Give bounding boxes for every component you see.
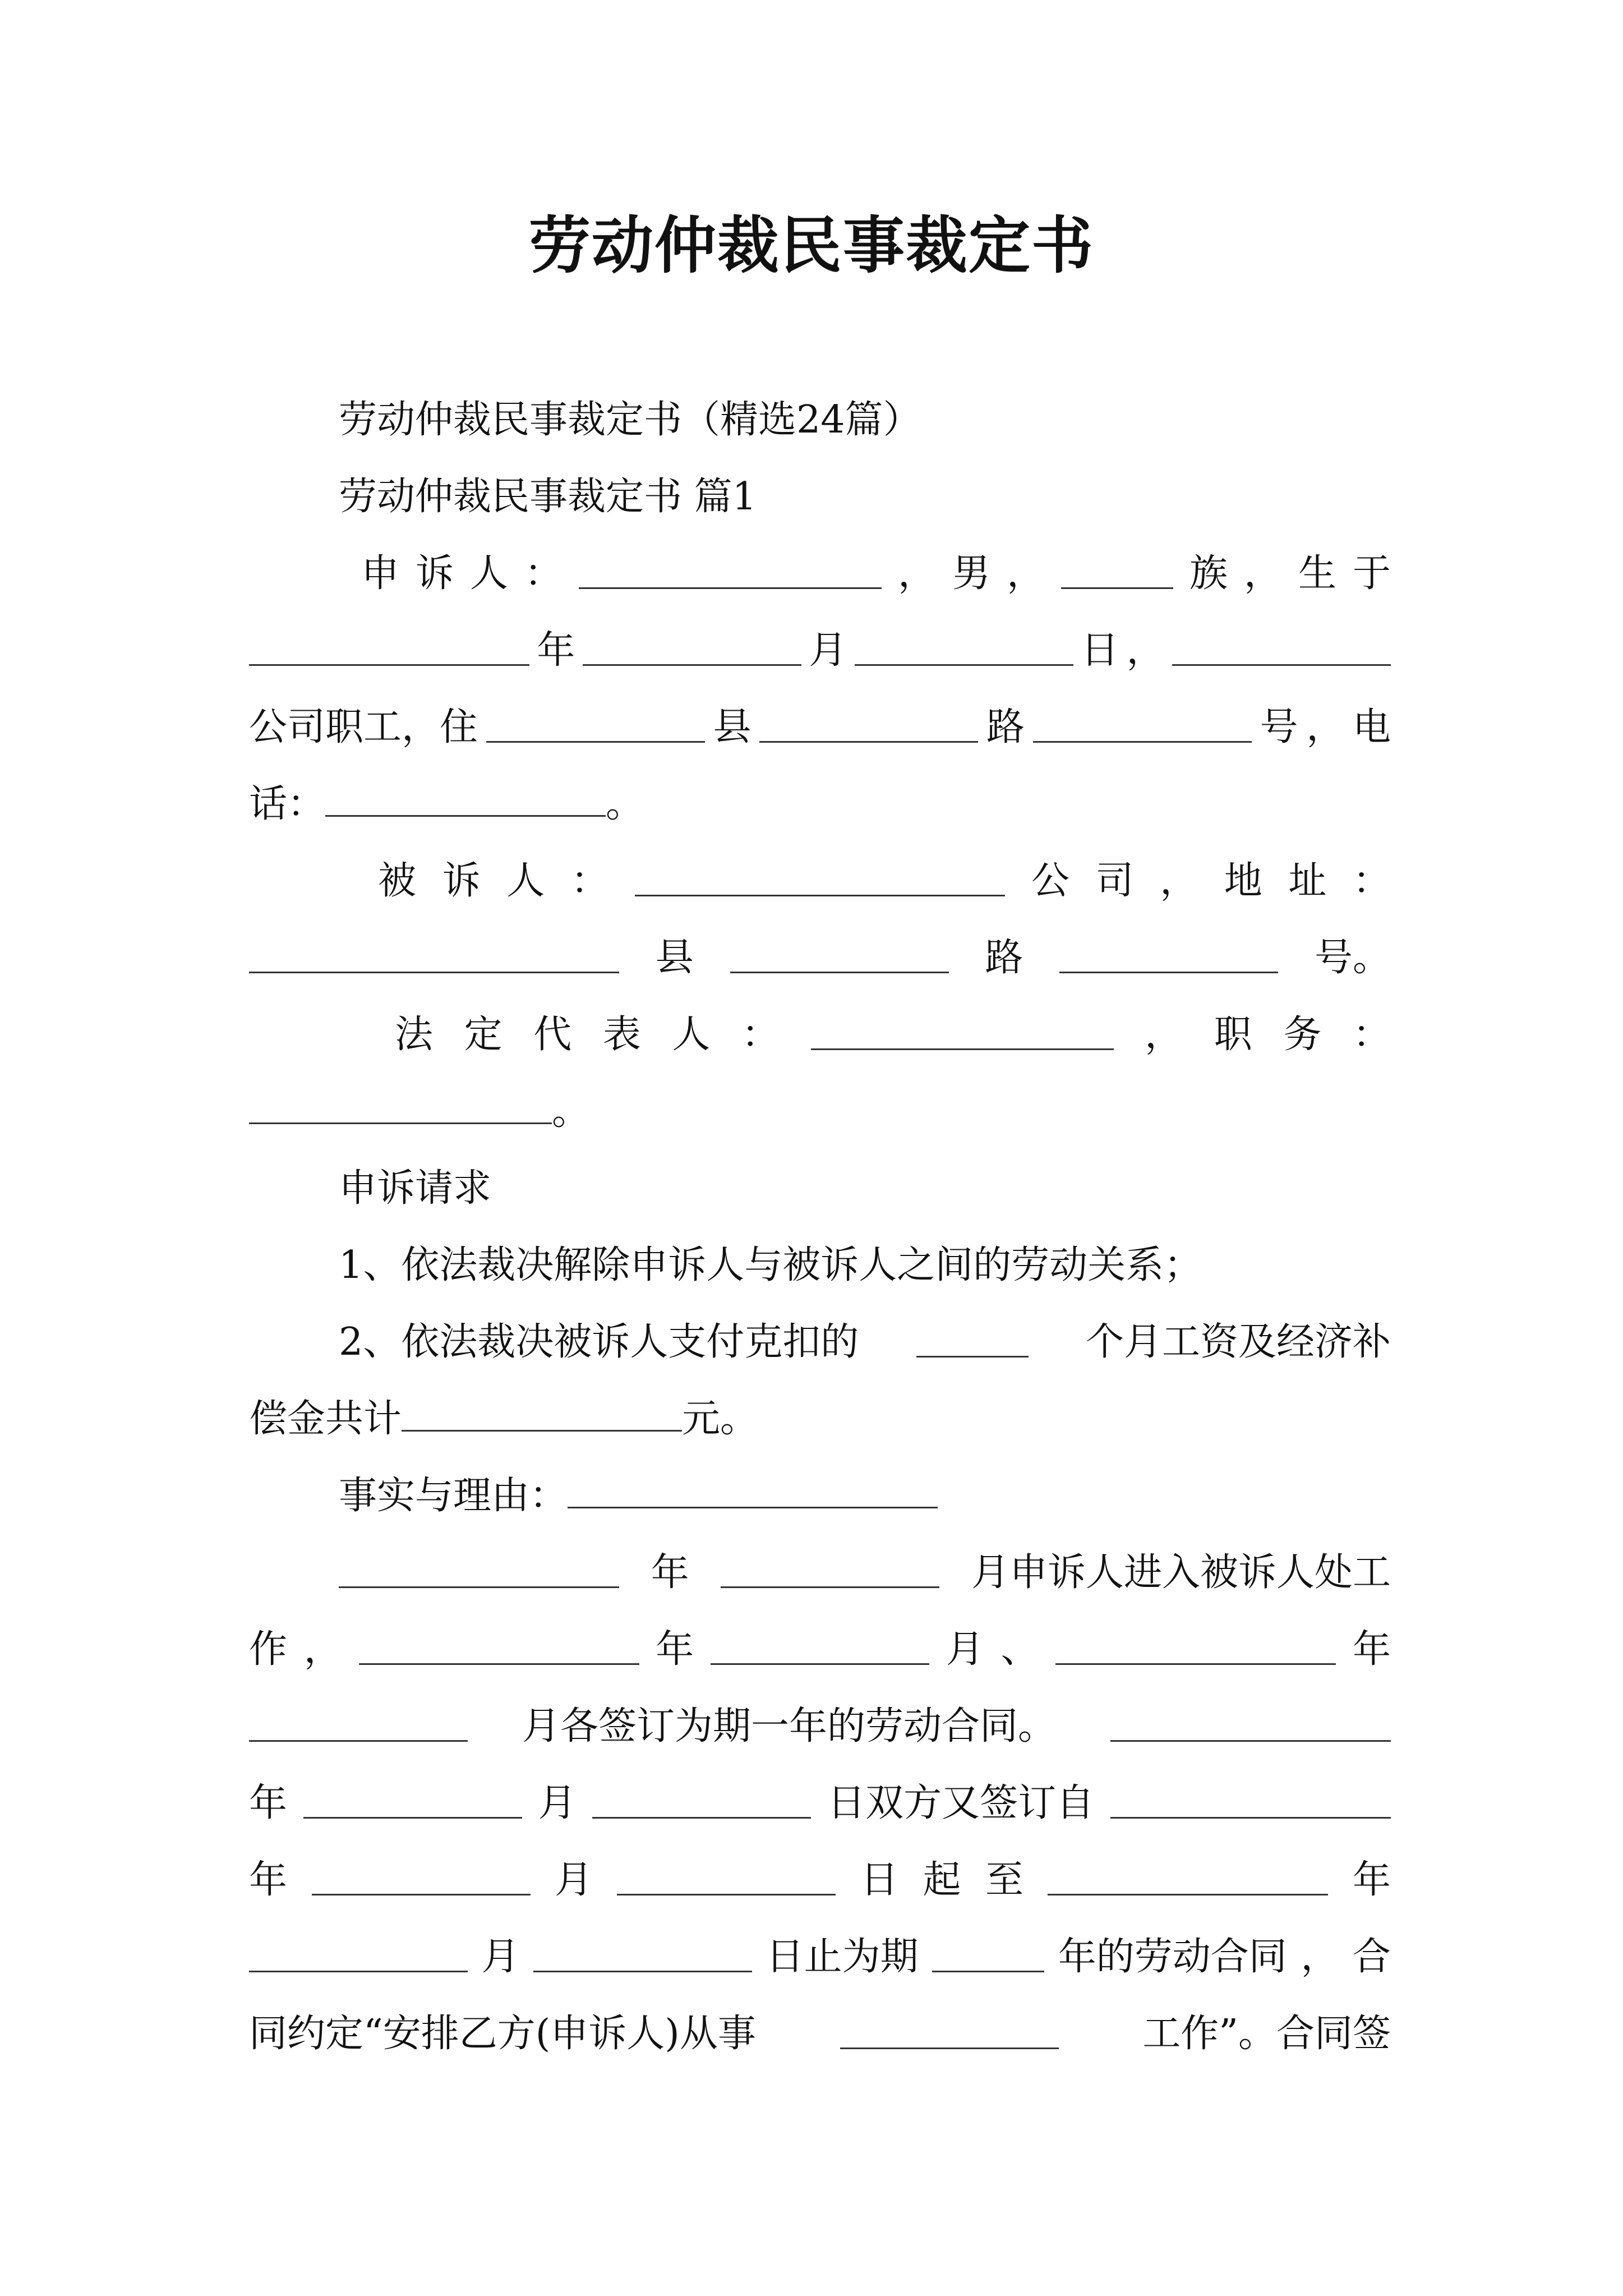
fill-in-blank (711, 1634, 929, 1665)
text-segment: 公司职工，住 (249, 705, 478, 749)
text-line (249, 1073, 1391, 1150)
text-segment: 月 (554, 1858, 593, 1902)
text-segment: 同约定“安排乙方(申诉人)从事 (249, 2012, 756, 2056)
fill-in-blank (249, 942, 619, 973)
text-segment: 年 (1352, 1627, 1391, 1672)
fill-in-blank (1110, 1788, 1391, 1819)
fill-in-blank (486, 712, 705, 743)
text-segment: 号 (1260, 705, 1298, 749)
text-segment: ， (1126, 628, 1165, 673)
text-line (249, 1457, 1391, 1534)
text-segment: 年 (656, 1627, 694, 1672)
text-segment: 申 (361, 551, 400, 596)
fill-in-blank (635, 866, 1005, 896)
document-title: 劳动仲裁民事裁定书 (529, 209, 1094, 282)
fill-in-blank (583, 635, 801, 666)
text-segment: ， (1145, 1013, 1183, 1057)
text-segment: ： (1352, 1013, 1391, 1057)
text-segment: ： (524, 551, 563, 596)
text-segment: 个月工资及经济补 (1085, 1320, 1391, 1364)
fill-in-blank (533, 1941, 752, 1972)
fill-in-blank (1059, 942, 1278, 973)
text-line (249, 1765, 1391, 1842)
text-line (249, 381, 1391, 458)
text-segment: ： (570, 859, 609, 903)
fill-in-blank (312, 1865, 531, 1895)
text-segment: 于 (1352, 551, 1391, 596)
fill-in-blank (249, 1711, 468, 1742)
text-segment: 地 (1224, 859, 1262, 903)
text-segment: 年 (249, 1781, 288, 1825)
fill-in-blank (811, 1019, 1114, 1050)
text-segment: 定 (464, 1013, 502, 1057)
text-line (249, 535, 1391, 612)
text-line (249, 1227, 1391, 1304)
text-segment: 2、依法裁决被诉人支付克扣的 (339, 1320, 859, 1364)
text-segment: 作 (249, 1627, 288, 1672)
text-line (249, 766, 1391, 843)
fill-in-blank (249, 635, 529, 666)
fill-in-blank (359, 1634, 639, 1665)
text-segment: 人 (672, 1013, 711, 1057)
fill-in-blank (249, 1941, 468, 1972)
fill-in-blank (249, 1093, 552, 1124)
fill-in-blank (617, 1865, 836, 1895)
text-segment: 。 (606, 782, 644, 826)
text-line (249, 458, 1391, 535)
text-segment: 男 (952, 551, 990, 596)
text-segment: 年的劳动合同 (1058, 1935, 1287, 1979)
fill-in-blank (579, 558, 882, 589)
text-line (249, 1688, 1391, 1765)
text-segment: ， (1160, 859, 1198, 903)
text-segment: 工作”。合同签 (1142, 2012, 1391, 2056)
text-line (249, 1534, 1391, 1611)
text-segment: 法 (395, 1013, 434, 1057)
fill-in-blank (303, 1788, 522, 1819)
text-segment: 县 (655, 936, 694, 980)
text-segment: 路 (985, 936, 1023, 980)
text-line (249, 689, 1391, 766)
text-segment: 起 (923, 1858, 961, 1902)
document-body (249, 381, 1391, 2072)
fill-in-blank (1048, 1865, 1328, 1895)
fill-in-blank (592, 1788, 811, 1819)
fill-in-blank (339, 1557, 619, 1588)
text-segment: ： (1352, 859, 1391, 903)
fill-in-blank (932, 1941, 1044, 1972)
text-segment: 人 (506, 859, 545, 903)
text-segment: 至 (985, 1858, 1023, 1902)
text-segment: 月 (946, 1627, 984, 1672)
text-segment: 话： (249, 782, 326, 826)
text-segment: 合 (1352, 1935, 1391, 1979)
text-segment: 人 (470, 551, 509, 596)
text-segment: ， (303, 1627, 342, 1672)
text-line (249, 996, 1391, 1073)
text-segment: 日 (860, 1858, 898, 1902)
text-segment: 号。 (1314, 936, 1391, 980)
text-segment: 月 (809, 628, 847, 673)
text-segment: ， (897, 551, 936, 596)
text-segment: 劳动仲裁民事裁定书（精选24篇） (339, 398, 921, 442)
text-segment: ， (1301, 1935, 1339, 1979)
text-segment: 生 (1298, 551, 1336, 596)
fill-in-blank (1110, 1711, 1391, 1742)
fill-in-blank (1033, 712, 1252, 743)
text-segment: 申诉请求 (339, 1166, 492, 1211)
text-line (249, 843, 1391, 919)
text-line (249, 612, 1391, 689)
text-segment: 、 (1000, 1627, 1039, 1672)
text-segment: 族 (1189, 551, 1228, 596)
text-segment: 元。 (682, 1397, 759, 1441)
fill-in-blank (568, 1478, 938, 1508)
text-segment: 县 (713, 705, 751, 749)
text-segment: 年 (1352, 1858, 1391, 1902)
text-segment: ， (1006, 551, 1045, 596)
text-segment: 。 (552, 1089, 591, 1134)
fill-in-blank (840, 2018, 1059, 2049)
fill-in-blank (1055, 1634, 1336, 1665)
fill-in-blank (855, 635, 1073, 666)
text-line (249, 1995, 1391, 2072)
text-segment: 日 (1081, 628, 1119, 673)
text-segment: 事实与理由： (339, 1474, 568, 1518)
text-segment: 司 (1095, 859, 1134, 903)
text-segment: 址 (1288, 859, 1327, 903)
text-line (249, 1842, 1391, 1918)
text-line (249, 1381, 1391, 1457)
text-segment: 路 (986, 705, 1025, 749)
text-segment: 务 (1283, 1013, 1322, 1057)
text-line (249, 919, 1391, 996)
text-segment: 1、依法裁决解除申诉人与被诉人之间的劳动关系； (339, 1243, 1202, 1287)
text-segment: 被 (378, 859, 417, 903)
fill-in-blank (730, 942, 949, 973)
text-line (249, 1918, 1391, 1995)
text-segment: 代 (533, 1013, 572, 1057)
text-segment: 月 (481, 1935, 520, 1979)
text-segment: 日双方又签订自 (827, 1781, 1095, 1825)
text-segment: 年 (249, 1858, 288, 1902)
text-segment: ， (1243, 551, 1282, 596)
text-segment: 表 (602, 1013, 641, 1057)
text-segment: 诉 (442, 859, 481, 903)
fill-in-blank (1172, 635, 1391, 666)
text-segment: 劳动仲裁民事裁定书 篇1 (339, 475, 757, 519)
text-segment: 职 (1214, 1013, 1252, 1057)
text-segment: 月申诉人进入被诉人处工 (971, 1550, 1391, 1595)
fill-in-blank (721, 1557, 939, 1588)
text-line (249, 1304, 1391, 1381)
fill-in-blank (1061, 558, 1173, 589)
text-line (249, 1150, 1391, 1227)
fill-in-blank (759, 712, 978, 743)
text-segment: 电 (1352, 705, 1391, 749)
text-segment: 公 (1031, 859, 1069, 903)
fill-in-blank (325, 786, 606, 817)
text-segment: 偿金共计 (249, 1397, 402, 1441)
text-segment: 年 (537, 628, 575, 673)
text-segment: 月 (538, 1781, 577, 1825)
text-segment: ， (1306, 705, 1345, 749)
text-segment: 年 (651, 1550, 689, 1595)
text-line (249, 1611, 1391, 1688)
text-segment: ： (741, 1013, 780, 1057)
text-segment: 诉 (416, 551, 454, 596)
fill-in-blank (402, 1401, 682, 1432)
text-segment: 日止为期 (766, 1935, 919, 1979)
fill-in-blank (916, 1327, 1029, 1358)
text-segment: 月各签订为期一年的劳动合同。 (522, 1704, 1056, 1749)
